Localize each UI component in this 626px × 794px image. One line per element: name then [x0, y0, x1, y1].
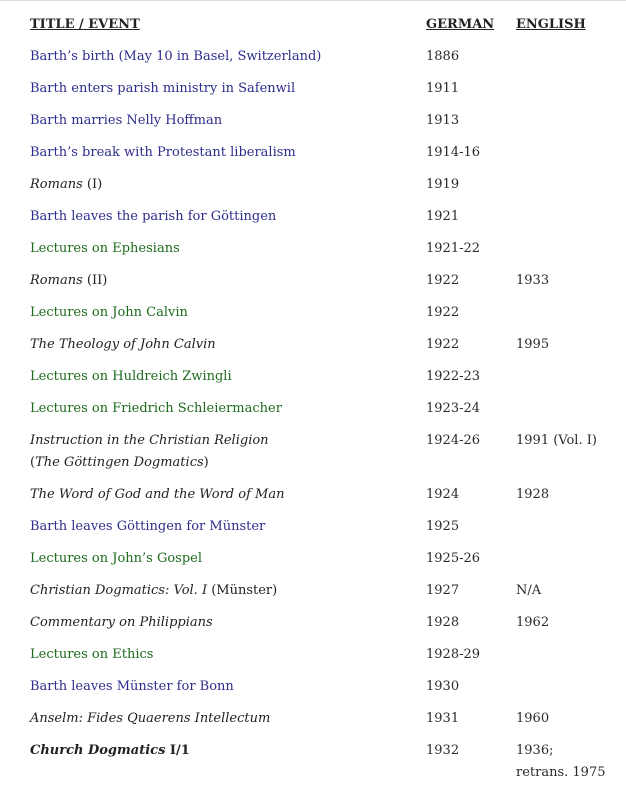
german-date: 1921-22: [426, 241, 481, 256]
english-date: [516, 398, 606, 430]
english-date: [516, 142, 606, 174]
event-title: Barth’s birth (May 10 in Basel, Switzerland): [30, 49, 322, 64]
german-date: 1927: [426, 583, 460, 598]
table-row: [30, 174, 606, 206]
english-date: [516, 302, 606, 334]
english-date: [516, 548, 606, 580]
table-row: [30, 430, 606, 484]
work-title-suffix: (I): [82, 177, 103, 192]
english-date: [516, 46, 606, 78]
lecture-title: Lectures on Ethics: [30, 647, 154, 662]
top-divider: [0, 0, 626, 1]
event-title: Barth leaves the parish for Göttingen: [30, 209, 277, 224]
table-row: [30, 334, 606, 366]
header-row: [30, 14, 606, 46]
event-title: Barth leaves Göttingen for Münster: [30, 519, 266, 534]
table-row: [30, 740, 606, 794]
work-subtitle-open: (: [30, 455, 36, 470]
work-title-italic: Romans: [30, 177, 83, 192]
event-title: Barth leaves Münster for Bonn: [30, 679, 234, 694]
german-date: 1928: [426, 615, 460, 630]
german-date: 1928-29: [426, 647, 481, 662]
table-row: [30, 516, 606, 548]
german-date: 1931: [426, 711, 460, 726]
german-date: 1922: [426, 337, 460, 352]
table-row: [30, 302, 606, 334]
english-date: N/A: [516, 583, 542, 598]
table-row: [30, 580, 606, 612]
german-date: 1924: [426, 487, 460, 502]
work-title: [30, 580, 426, 612]
english-date: [516, 238, 606, 270]
work-title-italic: The Theology of John Calvin: [30, 337, 216, 352]
table-row: [30, 366, 606, 398]
english-date: [516, 516, 606, 548]
table-row: [30, 484, 606, 516]
table-row: [30, 270, 606, 302]
table-row: [30, 398, 606, 430]
english-date: 1928: [516, 487, 550, 502]
lecture-title: Lectures on Huldreich Zwingli: [30, 369, 232, 384]
german-date: 1925-26: [426, 551, 481, 566]
work-subtitle-italic: The Göttingen Dogmatics: [35, 455, 204, 470]
header-english: ENGLISH: [516, 17, 586, 32]
event-title: Barth’s break with Protestant liberalism: [30, 145, 296, 160]
german-date: 1886: [426, 49, 460, 64]
work-title-italic: Anselm: Fides Quaerens Intellectum: [30, 711, 271, 726]
table-row: [30, 46, 606, 78]
english-date: [516, 174, 606, 206]
english-date: 1960: [516, 711, 550, 726]
english-date: [516, 644, 606, 676]
table-row: [30, 644, 606, 676]
german-date: 1923-24: [426, 401, 481, 416]
event-title: Barth marries Nelly Hoffman: [30, 113, 223, 128]
english-date: [516, 78, 606, 110]
german-date: 1921: [426, 209, 460, 224]
german-date: 1913: [426, 113, 460, 128]
event-title: Barth enters parish ministry in Safenwil: [30, 81, 296, 96]
table-row: [30, 238, 606, 270]
german-date: 1914-16: [426, 145, 481, 160]
english-date: 1962: [516, 615, 550, 630]
german-date: 1922: [426, 273, 460, 288]
work-title: [30, 334, 426, 366]
work-title-bold-italic: Church Dogmatics: [30, 743, 166, 758]
lecture-title: Lectures on John Calvin: [30, 305, 188, 320]
work-title-suffix: (Münster): [207, 583, 278, 598]
work-title-italic: Instruction in the Christian Religion: [30, 433, 269, 448]
english-date: [516, 206, 606, 238]
english-date: [516, 110, 606, 142]
german-date: 1911: [426, 81, 460, 96]
work-title: [30, 174, 426, 206]
german-date: 1922-23: [426, 369, 481, 384]
lecture-title: Lectures on Ephesians: [30, 241, 180, 256]
german-date: 1925: [426, 519, 460, 534]
english-date: [516, 366, 606, 398]
german-date: 1919: [426, 177, 460, 192]
work-title-italic: Romans: [30, 273, 83, 288]
header-title: TITLE / EVENT: [30, 17, 140, 32]
chronology-table: [30, 14, 606, 794]
work-title: [30, 484, 426, 516]
table-row: [30, 110, 606, 142]
english-date-line1: 1936;: [516, 743, 554, 758]
german-date: 1932: [426, 743, 460, 758]
table-row: [30, 612, 606, 644]
table-row: [30, 548, 606, 580]
lecture-title: Lectures on John’s Gospel: [30, 551, 203, 566]
english-date: 1933: [516, 273, 550, 288]
work-subtitle-close: ): [203, 455, 209, 470]
table-row: [30, 708, 606, 740]
work-title-italic: Christian Dogmatics: Vol. I: [30, 583, 208, 598]
work-title-italic: The Word of God and the Word of Man: [30, 487, 285, 502]
table-row: [30, 142, 606, 174]
table-row: [30, 676, 606, 708]
english-date: 1995: [516, 337, 550, 352]
work-title: [30, 270, 426, 302]
header-german: GERMAN: [426, 17, 495, 32]
work-title-italic: Commentary on Philippians: [30, 615, 213, 630]
english-date-line2: retrans. 1975: [516, 765, 606, 780]
work-title: [30, 430, 426, 484]
german-date: 1924-26: [426, 433, 481, 448]
work-title-suffix: (II): [82, 273, 108, 288]
work-title-suffix: I/1: [165, 743, 190, 758]
table-row: [30, 78, 606, 110]
work-title: [30, 708, 426, 740]
table-row: [30, 206, 606, 238]
english-date: [516, 676, 606, 708]
work-title: [30, 612, 426, 644]
german-date: 1922: [426, 305, 460, 320]
german-date: 1930: [426, 679, 460, 694]
work-title: [30, 740, 426, 794]
english-date: [516, 740, 606, 794]
lecture-title: Lectures on Friedrich Schleiermacher: [30, 401, 282, 416]
english-date: 1991 (Vol. I): [516, 433, 597, 448]
